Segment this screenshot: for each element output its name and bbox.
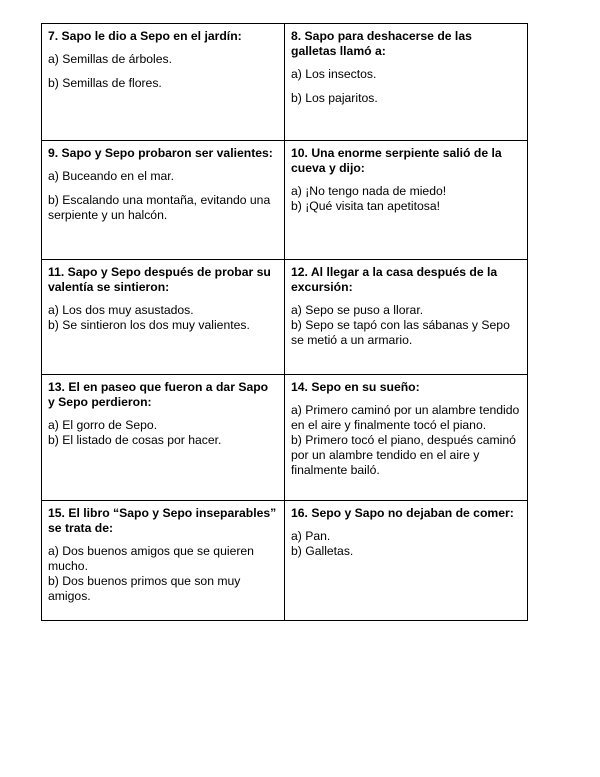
question-cell-10 bbox=[285, 141, 528, 260]
question-title: 11. Sapo y Sepo después de probar su valentía se sintieron: bbox=[48, 265, 271, 294]
option-a: a) ¡No tengo nada de miedo! bbox=[291, 184, 447, 198]
table-row bbox=[42, 141, 528, 260]
question-title: 10. Una enorme serpiente salió de la cueva y dijo: bbox=[291, 146, 502, 175]
question-title: 15. El libro “Sapo y Sepo inseparables” se trata de: bbox=[48, 506, 277, 535]
option-a: a) Sepo se puso a llorar. bbox=[291, 303, 424, 317]
question-title: 7. Sapo le dio a Sepo en el jardín: bbox=[48, 29, 242, 43]
question-cell-13 bbox=[42, 375, 285, 501]
option-a: a) Buceando en el mar. bbox=[48, 169, 175, 183]
quiz-table bbox=[41, 23, 528, 621]
question-title: 16. Sepo y Sapo no dejaban de comer: bbox=[291, 506, 514, 520]
option-a: a) Los dos muy asustados. bbox=[48, 303, 194, 317]
option-a: a) Dos buenos amigos que se quieren mucho. bbox=[48, 544, 254, 573]
question-cell-8 bbox=[285, 24, 528, 141]
option-b: b) Escalando una montaña, evitando una serpiente y un halcón. bbox=[48, 193, 271, 222]
question-cell-12 bbox=[285, 260, 528, 375]
option-b: b) Dos buenos primos que son muy amigos. bbox=[48, 574, 241, 603]
question-title: 14. Sepo en su sueño: bbox=[291, 380, 420, 394]
table-row bbox=[42, 501, 528, 621]
question-title: 9. Sapo y Sepo probaron ser valientes: bbox=[48, 146, 273, 160]
option-b: b) ¡Qué visita tan apetitosa! bbox=[291, 199, 441, 213]
question-cell-15 bbox=[42, 501, 285, 621]
option-a: a) Pan. bbox=[291, 529, 331, 543]
question-cell-14 bbox=[285, 375, 528, 501]
option-b: b) El listado de cosas por hacer. bbox=[48, 433, 222, 447]
option-a: a) Semillas de árboles. bbox=[48, 52, 172, 66]
option-b: b) Galletas. bbox=[291, 544, 354, 558]
table-row bbox=[42, 24, 528, 141]
question-cell-9 bbox=[42, 141, 285, 260]
question-cell-7 bbox=[42, 24, 285, 141]
option-b: b) Primero tocó el piano, después caminó por un alambre tendido en el aire y finalmente bailó. bbox=[291, 433, 516, 477]
option-b: b) Sepo se tapó con las sábanas y Sepo se metió a un armario. bbox=[291, 318, 510, 347]
option-a: a) Los insectos. bbox=[291, 67, 377, 81]
question-title: 13. El en paseo que fueron a dar Sapo y Sepo perdieron: bbox=[48, 380, 269, 409]
question-title: 12. Al llegar a la casa después de la excursión: bbox=[291, 265, 498, 294]
option-b: b) Semillas de flores. bbox=[48, 76, 162, 90]
question-title: 8. Sapo para deshacerse de las galletas llamó a: bbox=[291, 29, 472, 58]
question-cell-11 bbox=[42, 260, 285, 375]
option-b: b) Se sintieron los dos muy valientes. bbox=[48, 318, 250, 332]
table-row bbox=[42, 375, 528, 501]
table-row bbox=[42, 260, 528, 375]
option-b: b) Los pajaritos. bbox=[291, 91, 378, 105]
option-a: a) Primero caminó por un alambre tendido en el aire y finalmente tocó el piano. bbox=[291, 403, 520, 432]
question-cell-16 bbox=[285, 501, 528, 621]
option-a: a) El gorro de Sepo. bbox=[48, 418, 158, 432]
